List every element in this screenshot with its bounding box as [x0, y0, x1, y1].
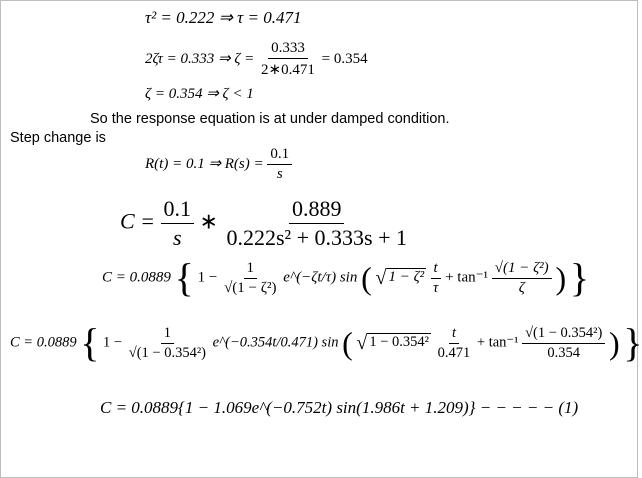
equation-zeta-fraction	[258, 40, 318, 79]
substituted-sqrt: √ 1 − 0.354²	[356, 332, 430, 354]
substituted-sqrt-argument: 1 − 0.354²	[367, 333, 431, 353]
arctan-denominator: ζ	[518, 279, 525, 296]
substituted-arctan-fraction	[522, 325, 605, 362]
substituted-amplitude-numerator: 1	[161, 325, 174, 344]
sqrt-argument: 1 − ζ²	[386, 268, 426, 288]
substituted-amplitude-denominator: √(1 − 0.354²)	[128, 344, 206, 361]
equation-input	[145, 146, 292, 183]
substituted-arctan-denominator: 0.354	[547, 344, 580, 361]
substituted-exponential-sine: e^(−0.354t/0.471) sin	[212, 334, 339, 351]
equation-general-amplitude	[221, 260, 279, 297]
close-paren: )	[555, 260, 567, 296]
arctan-fraction	[492, 260, 552, 297]
equation-input-lhs: R(t) = 0.1 ⇒ R(s) =	[145, 155, 264, 172]
equation-zeta-numerator: 0.333	[268, 40, 308, 59]
equation-general-lhs: C = 0.0889	[102, 269, 171, 286]
close-paren: )	[608, 325, 620, 361]
equation-substituted-lhs: C = 0.0889	[10, 334, 77, 351]
substituted-time-numerator: t	[449, 325, 459, 344]
equation-output-numerator-1: 0.1	[161, 196, 195, 224]
equation-zeta-rhs: = 0.354	[321, 50, 368, 67]
equation-output-denominator-2: 0.222s² + 0.333s + 1	[226, 225, 408, 250]
equation-final-response: C = 0.0889{1 − 1.069e^(−0.752t) sin(1.986t + 1.209)} − − − − − (1)	[100, 398, 579, 417]
equation-substituted-response	[10, 320, 642, 365]
substituted-time-ratio	[435, 325, 474, 362]
equation-general-one-minus: 1 −	[197, 269, 218, 286]
equation-output-fraction-1	[161, 196, 195, 251]
arctan-term: + tan⁻¹	[445, 269, 489, 286]
equation-output-fraction-2	[223, 196, 410, 251]
close-brace: }	[623, 320, 642, 365]
multiply-sign: ∗	[199, 208, 218, 234]
arctan-numerator: √(1 − ζ²)	[492, 260, 552, 279]
equation-output-numerator-2: 0.889	[289, 196, 345, 224]
close-brace: }	[569, 255, 590, 300]
substituted-amplitude	[126, 325, 209, 362]
equation-general-response	[102, 255, 590, 300]
underdamped-statement: So the response equation is at under damped condition.	[90, 111, 450, 127]
equation-input-fraction	[267, 146, 292, 183]
time-ratio	[430, 260, 441, 297]
sqrt-term: √ 1 − ζ²	[375, 267, 425, 289]
substituted-time-denominator: 0.471	[437, 344, 471, 361]
equation-output-laplace	[120, 196, 410, 251]
equation-substituted-one-minus: 1 −	[103, 334, 123, 351]
amplitude-numerator: 1	[244, 260, 258, 279]
equation-zeta-condition: ζ = 0.354 ⇒ ζ < 1	[145, 86, 254, 102]
substituted-arctan: + tan⁻¹	[476, 334, 519, 351]
equation-output-denominator-1: s	[173, 225, 182, 250]
open-paren: (	[361, 260, 372, 296]
exponential-sine-term: e^(−ζt/τ) sin	[283, 269, 358, 286]
substituted-arctan-numerator: √(1 − 0.354²)	[522, 325, 605, 344]
equation-zeta-denominator: 2∗0.471	[261, 62, 315, 78]
equation-zeta	[145, 40, 368, 79]
time-denominator: τ	[432, 279, 439, 296]
time-numerator: t	[431, 260, 441, 279]
amplitude-denominator: √(1 − ζ²)	[224, 279, 277, 296]
equation-input-numerator: 0.1	[267, 146, 292, 165]
equation-output-lhs: C =	[120, 208, 156, 234]
equation-tau: τ² = 0.222 ⇒ τ = 0.471	[145, 8, 302, 27]
open-brace: {	[80, 320, 100, 365]
equation-zeta-lhs: 2ζτ = 0.333 ⇒ ζ =	[145, 50, 255, 67]
step-change-label: Step change is	[10, 130, 106, 146]
equation-input-denominator: s	[276, 166, 283, 182]
open-brace: {	[174, 255, 194, 300]
open-paren: (	[342, 325, 353, 361]
